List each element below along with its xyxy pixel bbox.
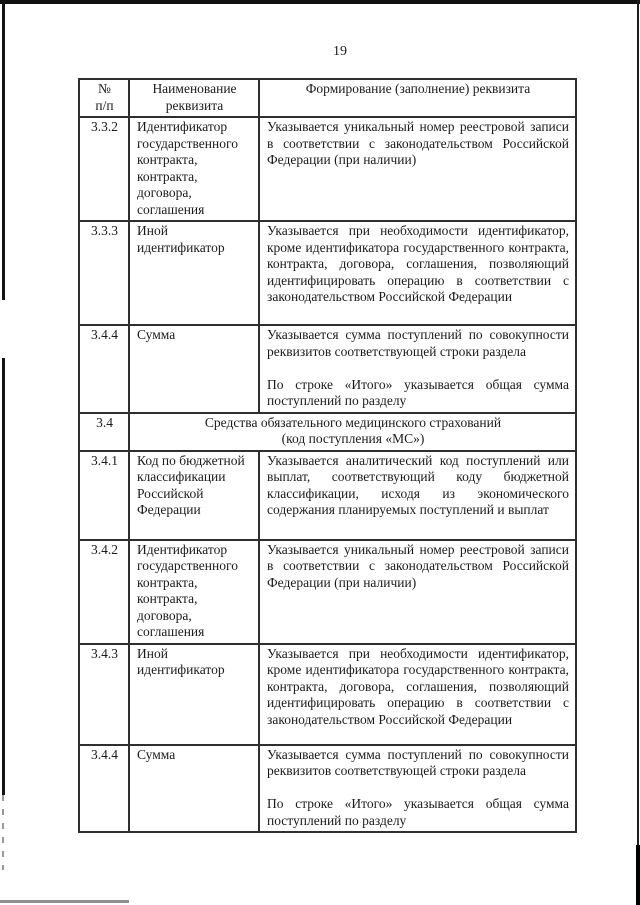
page-number: 19 xyxy=(333,44,347,59)
requisite-description-cell: Указывается уникальный номер реестровой записи в соответствии с законодательством Российской Федерации (при наличии) xyxy=(259,117,576,221)
table-row xyxy=(79,745,576,833)
table-section-row xyxy=(79,413,576,451)
requisite-name-cell: Иной идентификатор xyxy=(129,644,259,745)
requisites-table xyxy=(78,78,577,833)
header-number-column: № п/п xyxy=(79,79,129,117)
requisite-description-cell: Указывается аналитический код поступлений или выплат, соответствующий коду бюджетной классификации, исходя из экономического содержания планируемых поступлений и выплат xyxy=(259,451,576,540)
description-paragraph: По строке «Итого» указывается общая сумма поступлений по разделу xyxy=(267,376,569,408)
scan-artifact-bottom-line xyxy=(0,900,129,903)
row-number-cell: 3.4.3 xyxy=(79,644,129,745)
requisite-name-cell: Сумма xyxy=(129,745,259,833)
header-forming-column: Формирование (заполнение) реквизита xyxy=(259,79,576,117)
scan-artifact-right-edge xyxy=(637,0,639,905)
requisite-name-cell: Идентификатор государственного контракта, контракта, договора, соглашения xyxy=(129,117,259,221)
description-paragraph: Указывается сумма поступлений по совокупности реквизитов соответствующей строки раздела xyxy=(267,327,569,359)
table-row xyxy=(79,644,576,745)
table-row xyxy=(79,117,576,221)
scan-artifact-right-bottom xyxy=(636,845,640,905)
requisite-description-cell xyxy=(259,325,576,413)
table-row xyxy=(79,540,576,644)
requisite-name-cell: Иной идентификатор xyxy=(129,221,259,325)
description-paragraph: Указывается сумма поступлений по совокупности реквизитов соответствующей строки раздела xyxy=(267,746,569,778)
requisite-description-cell: Указывается при необходимости идентификатор, кроме идентификатора государственного контракта, контракта, договора, соглашения, позволяющий идентифицировать операцию в соответствии с законодательством Российской Федерации xyxy=(259,221,576,325)
requisite-name-cell: Код по бюджетной классификации Российской Федерации xyxy=(129,451,259,540)
table-row xyxy=(79,451,576,540)
scan-artifact-left-edge xyxy=(2,0,5,300)
scan-artifact-left-edge xyxy=(2,358,5,795)
table-header-row xyxy=(79,79,576,117)
section-title-line: (код поступления «МС») xyxy=(281,431,425,446)
requisite-name-cell: Идентификатор государственного контракта, контракта, договора, соглашения xyxy=(129,540,259,644)
row-number-cell: 3.3.2 xyxy=(79,117,129,221)
requisite-description-cell xyxy=(259,745,576,833)
row-number-cell: 3.4.2 xyxy=(79,540,129,644)
row-number-cell: 3.3.3 xyxy=(79,221,129,325)
description-paragraph: По строке «Итого» указывается общая сумма поступлений по разделу xyxy=(267,796,569,828)
table-row xyxy=(79,221,576,325)
scan-artifact-left-edge-faint xyxy=(2,795,4,870)
requisite-description-cell: Указывается уникальный номер реестровой записи в соответствии с законодательством Российской Федерации (при наличии) xyxy=(259,540,576,644)
table-row xyxy=(79,325,576,413)
header-name-column: Наименование реквизита xyxy=(129,79,259,117)
scan-artifact-top-edge xyxy=(0,0,640,4)
section-title-cell xyxy=(129,413,576,451)
requisite-description-cell: Указывается при необходимости идентификатор, кроме идентификатора государственного контракта, контракта, договора, соглашения, позволяющий идентифицировать операцию в соответствии с законодательством Российской Федерации xyxy=(259,644,576,745)
requisite-name-cell: Сумма xyxy=(129,325,259,413)
row-number-cell: 3.4.4 xyxy=(79,325,129,413)
row-number-cell: 3.4 xyxy=(79,413,129,451)
section-title-line: Средства обязательного медицинского страхований xyxy=(204,414,502,430)
row-number-cell: 3.4.1 xyxy=(79,451,129,540)
row-number-cell: 3.4.4 xyxy=(79,745,129,833)
